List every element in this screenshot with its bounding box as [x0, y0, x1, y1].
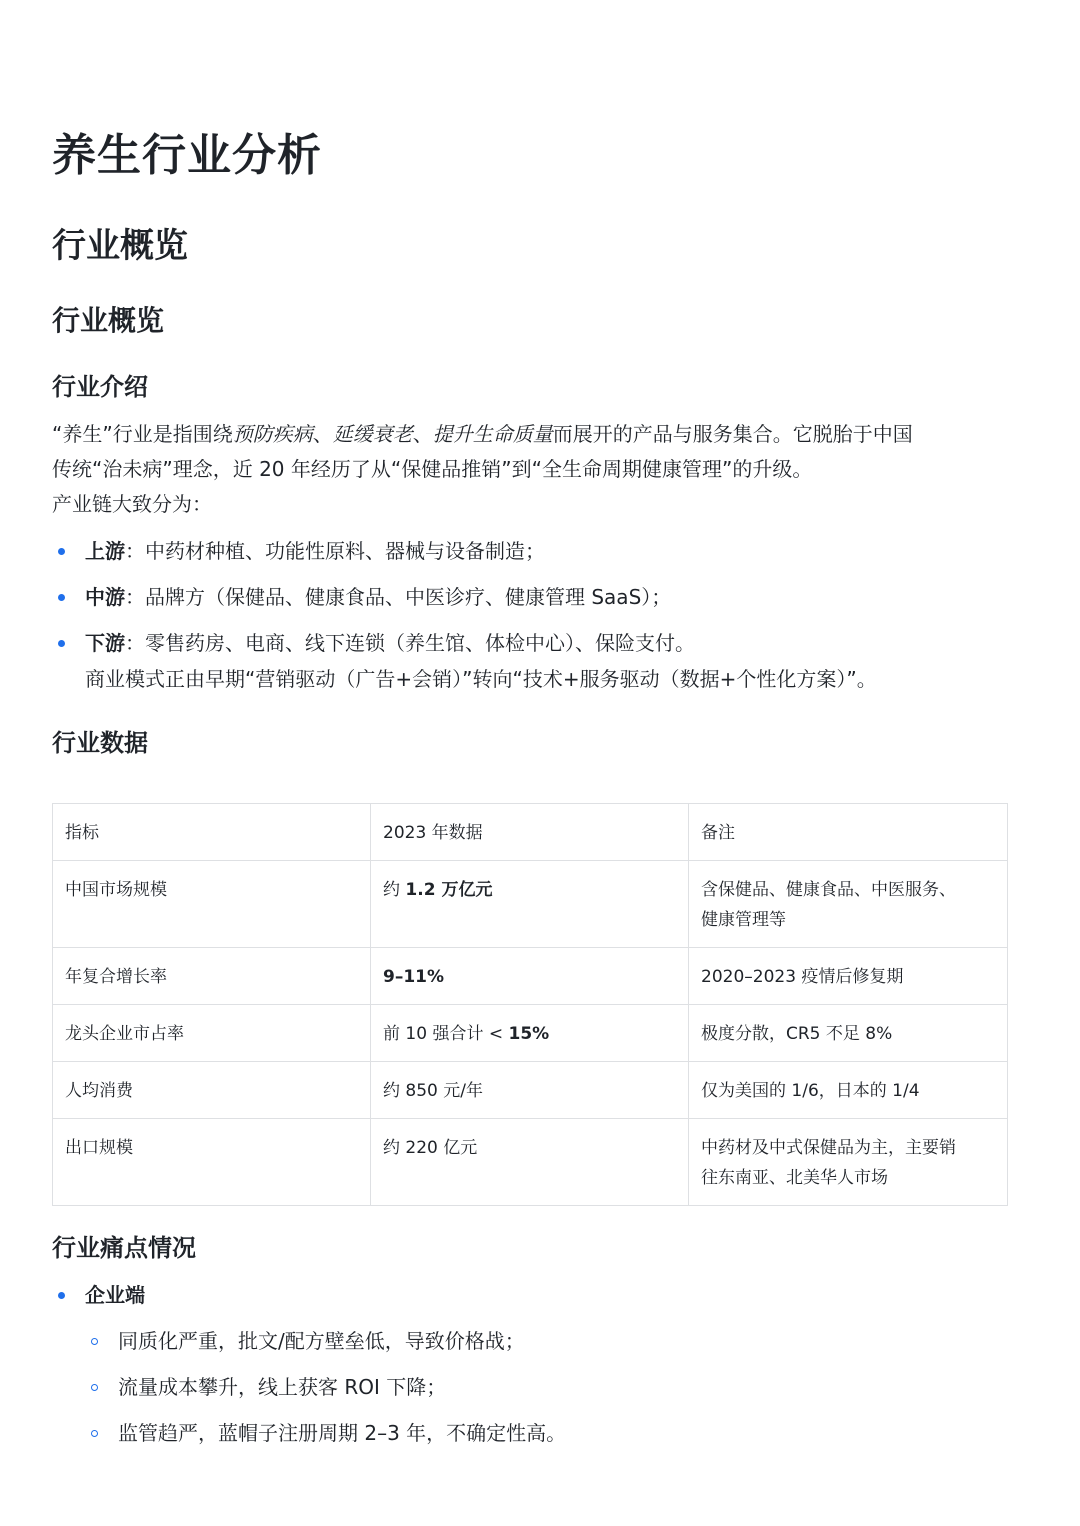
intro-paragraph-line3: 产业链大致分为： [52, 492, 212, 516]
table-cell-value: 约 220 亿元 [371, 1119, 689, 1206]
sub-bullet-icon [91, 1384, 98, 1391]
list-item-text: ：中药材种植、功能性原料、器械与设备制造； [125, 539, 545, 563]
bullet-icon [58, 594, 65, 601]
table-cell-value [371, 948, 689, 1005]
sub-bullet-icon [91, 1430, 98, 1437]
table-header-cell: 指标 [53, 804, 371, 861]
table-row [53, 1119, 1008, 1206]
intro-heading: 行业介绍 [52, 373, 148, 401]
value-text: 前 10 强合计 < [383, 1024, 509, 1044]
table-cell-metric: 中国市场规模 [53, 861, 371, 948]
data-heading: 行业数据 [52, 729, 148, 757]
intro-paragraph-line2: 传统“治未病”理念，近 20 年经历了从“保健品推销”到“全生命周期健康管理”的升级。 [52, 457, 813, 481]
pain-group-label: 企业端 [85, 1283, 145, 1307]
note-line: 含保健品、健康食品、中医服务、 [701, 880, 956, 900]
industry-data-table [52, 803, 1008, 1206]
intro-paragraph-line1 [52, 417, 913, 452]
table-row [53, 861, 1008, 948]
note-line: 中药材及中式保健品为主，主要销 [701, 1138, 956, 1158]
intro-separator: 、 [412, 422, 433, 446]
intro-separator: 、 [312, 422, 333, 446]
subsection-heading-overview: 行业概览 [52, 304, 165, 337]
value-text: 约 [383, 880, 406, 900]
page-title: 养生行业分析 [52, 130, 322, 181]
table-cell-note: 仅为美国的 1/6，日本的 1/4 [689, 1062, 1008, 1119]
table-row [53, 1062, 1008, 1119]
table-cell-metric: 龙头企业市占率 [53, 1005, 371, 1062]
bullet-icon [58, 640, 65, 647]
table-cell-metric: 出口规模 [53, 1119, 371, 1206]
list-item-label: 中游 [85, 585, 125, 609]
table-row [53, 948, 1008, 1005]
table-cell-metric: 年复合增长率 [53, 948, 371, 1005]
list-item-midstream [85, 582, 671, 612]
table-cell-value [371, 1005, 689, 1062]
table-cell-note [689, 861, 1008, 948]
table-cell-note [689, 1119, 1008, 1206]
bullet-icon [58, 1292, 65, 1299]
table-header-cell: 备注 [689, 804, 1008, 861]
table-cell-value: 约 850 元/年 [371, 1062, 689, 1119]
intro-text: “养生”行业是指围绕 [52, 422, 233, 446]
list-item-downstream [85, 628, 695, 658]
note-line: 往东南亚、北美华人市场 [701, 1168, 888, 1188]
pain-item: 监管趋严，蓝帽子注册周期 2–3 年，不确定性高。 [118, 1421, 567, 1445]
table-cell-note: 极度分散，CR5 不足 8% [689, 1005, 1008, 1062]
table-header-row [53, 804, 1008, 861]
table-header-cell: 2023 年数据 [371, 804, 689, 861]
list-item-upstream [85, 536, 545, 566]
intro-emphasis: 延缓衰老 [332, 422, 413, 446]
table-cell-metric: 人均消费 [53, 1062, 371, 1119]
bullet-icon [58, 548, 65, 555]
value-bold: 9–11% [383, 967, 445, 987]
intro-emphasis: 预防疾病 [232, 422, 313, 446]
value-bold: 1.2 万亿元 [405, 880, 493, 900]
note-line: 健康管理等 [701, 910, 786, 930]
intro-text: 而展开的产品与服务集合。它脱胎于中国 [552, 422, 913, 446]
table-cell-note: 2020–2023 疫情后修复期 [689, 948, 1008, 1005]
section-heading-overview: 行业概览 [52, 226, 188, 266]
value-bold: 15% [508, 1024, 550, 1044]
list-item-label: 上游 [85, 539, 125, 563]
table-row [53, 1005, 1008, 1062]
list-item-label: 下游 [85, 631, 125, 655]
table-cell-value [371, 861, 689, 948]
list-item-continuation: 商业模式正由早期“营销驱动（广告+会销）”转向“技术+服务驱动（数据+个性化方案）”。 [85, 667, 877, 691]
pain-points-heading: 行业痛点情况 [52, 1234, 196, 1262]
list-item-text: ：零售药房、电商、线下连锁（养生馆、体检中心）、保险支付。 [125, 631, 695, 655]
list-item-text: ：品牌方（保健品、健康食品、中医诊疗、健康管理 SaaS）； [125, 585, 672, 609]
pain-item: 同质化严重，批文/配方壁垒低，导致价格战； [118, 1329, 525, 1353]
intro-emphasis: 提升生命质量 [432, 422, 553, 446]
pain-item: 流量成本攀升，线上获客 ROI 下降； [118, 1375, 447, 1399]
sub-bullet-icon [91, 1338, 98, 1345]
